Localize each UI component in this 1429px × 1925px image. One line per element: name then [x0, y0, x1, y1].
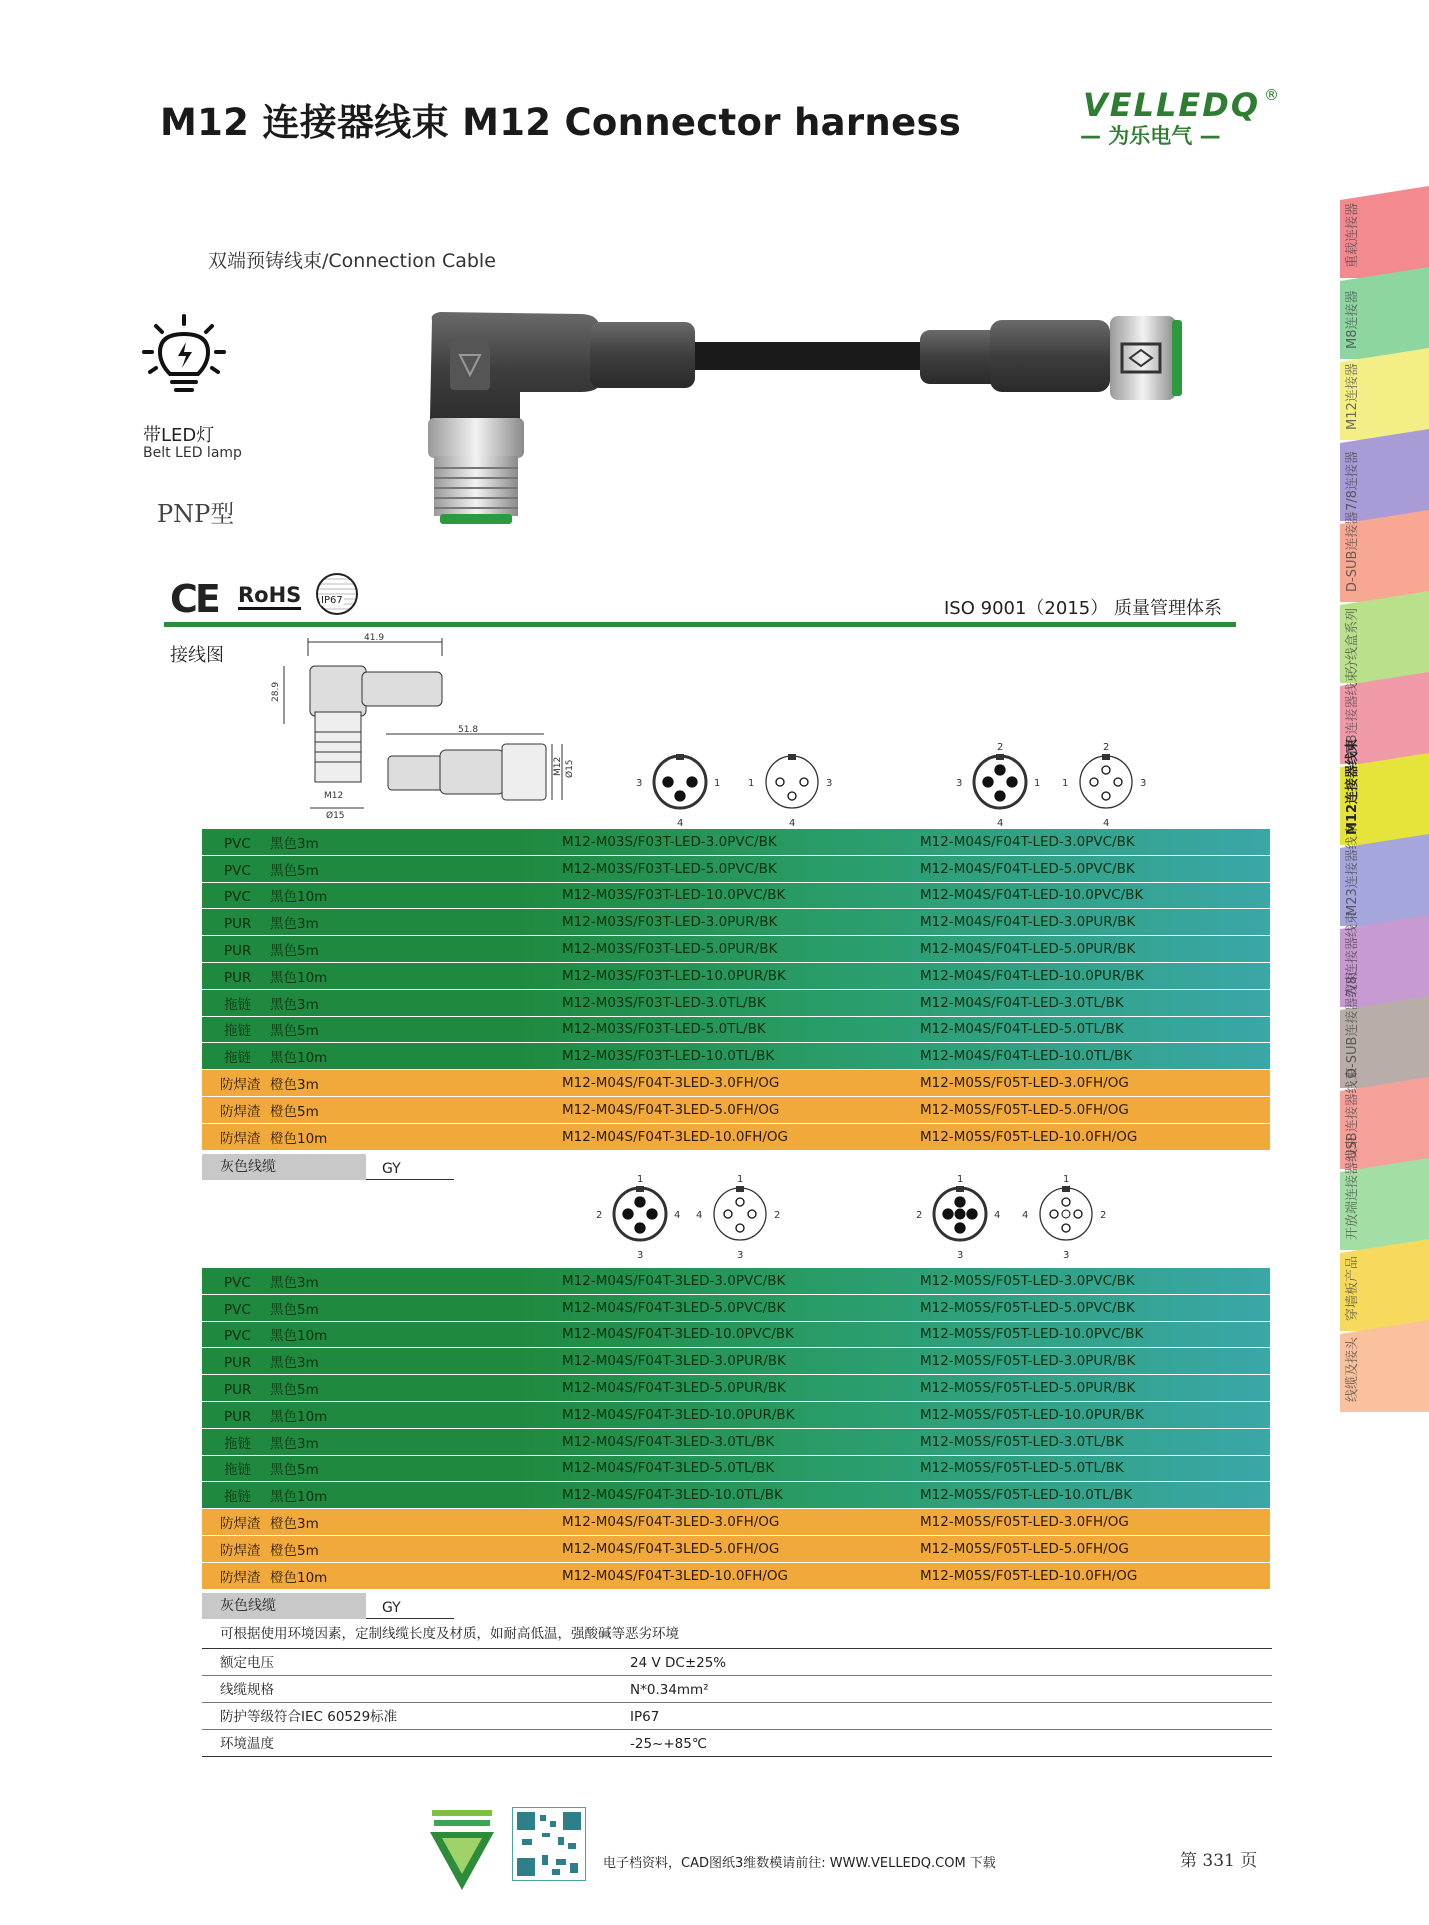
part-number-b: M12-M05S/F05T-LED-3.0FH/OG [920, 1070, 1270, 1097]
cable-material: PUR [224, 1408, 252, 1425]
part-number-a: M12-M04S/F04T-3LED-3.0FH/OG [562, 1070, 920, 1097]
part-number-b: M12-M05S/F05T-LED-5.0PUR/BK [920, 1375, 1270, 1402]
category-tab[interactable] [1340, 1135, 1429, 1248]
part-number-a: M12-M04S/F04T-3LED-5.0TL/BK [562, 1455, 920, 1482]
cable-type-cell [202, 1482, 562, 1509]
part-number-b: M12-M05S/F05T-LED-3.0FH/OG [920, 1509, 1270, 1536]
cable-color-length: 黑色3m [270, 1435, 319, 1452]
part-number-b: M12-M04S/F04T-LED-5.0PUR/BK [920, 936, 1270, 963]
cable-material: 防焊渣 [220, 1130, 261, 1147]
dim-41-9: 41.9 [364, 633, 385, 643]
category-tab-label: M12连接器线束 [1345, 738, 1360, 835]
table-row [202, 829, 1270, 855]
cable-material: PUR [224, 916, 252, 933]
qr-code-icon[interactable] [512, 1807, 586, 1881]
table-row [202, 936, 1270, 963]
cable-material: 防焊渣 [220, 1569, 261, 1586]
category-tab-label: D-SUB连接器 [1345, 511, 1360, 592]
part-number-a: M12-M03S/F03T-LED-3.0PUR/BK [562, 909, 920, 936]
part-number-b: M12-M04S/F04T-LED-10.0PUR/BK [920, 962, 1270, 989]
table-row [202, 1428, 1270, 1455]
pin-layout-diagram [590, 1172, 690, 1262]
category-tab[interactable] [1340, 267, 1429, 357]
dim-d15-left: Ø15 [326, 811, 345, 821]
cable-color-length: 橙色3m [270, 1516, 319, 1533]
cable-material: 拖链 [224, 1435, 251, 1452]
cable-material: PVC [224, 1328, 251, 1345]
led-label-cn: 带LED灯 [143, 425, 215, 446]
gray-cable-row-2 [202, 1593, 472, 1619]
cable-material: PVC [224, 862, 251, 879]
part-number-b: M12-M04S/F04T-LED-3.0PUR/BK [920, 909, 1270, 936]
pin-layout-diagram [950, 740, 1050, 830]
pin-layout-diagram [910, 1172, 1010, 1262]
cable-color-length: 黑色10m [270, 1408, 328, 1425]
cable-material: PVC [224, 835, 251, 852]
table-row [202, 1070, 1270, 1097]
cable-color-length: 黑色3m [270, 835, 319, 852]
table-row [202, 1294, 1270, 1321]
part-number-b: M12-M05S/F05T-LED-10.0PUR/BK [920, 1401, 1270, 1428]
dimension-drawing [270, 632, 590, 824]
pin-layout-diagram [690, 1172, 790, 1262]
category-tab-label: 重载连接器 [1345, 202, 1360, 268]
pin-number: 1 [1062, 778, 1069, 789]
table-row [202, 1535, 1270, 1562]
category-tab-label: M8连接器线束 [1345, 669, 1360, 754]
category-tab[interactable] [1340, 510, 1429, 600]
cable-material: 防焊渣 [220, 1542, 261, 1559]
cable-type-cell [202, 1375, 562, 1402]
table-row [202, 1562, 1270, 1589]
cable-material: PUR [224, 943, 252, 960]
cable-type-cell [202, 1401, 562, 1428]
pin-number: 4 [1022, 1210, 1029, 1221]
table-row [202, 1375, 1270, 1402]
dim-51-8: 51.8 [458, 725, 479, 735]
category-tab[interactable] [1340, 429, 1429, 519]
cable-color-length: 黑色5m [270, 1382, 319, 1399]
part-number-b: M12-M05S/F05T-LED-10.0FH/OG [920, 1123, 1270, 1150]
dim-m12-right: M12 [553, 756, 563, 776]
pin-number: 3 [636, 778, 643, 789]
category-tab[interactable] [1340, 1239, 1429, 1329]
spec-row: 线缆规格 N*0.34mm² [202, 1676, 1272, 1703]
pin-number: 2 [1103, 742, 1110, 753]
pin-number: 3 [1140, 778, 1147, 789]
pin-number: 1 [1063, 1174, 1070, 1185]
part-number-a: M12-M04S/F04T-3LED-5.0PVC/BK [562, 1294, 920, 1321]
part-number-a: M12-M04S/F04T-3LED-10.0TL/BK [562, 1482, 920, 1509]
registered-mark: ® [1264, 86, 1279, 104]
pin-number: 1 [1034, 778, 1041, 789]
cable-material: 防焊渣 [220, 1103, 261, 1120]
part-number-b: M12-M05S/F05T-LED-5.0FH/OG [920, 1096, 1270, 1123]
cable-color-length: 黑色10m [270, 969, 328, 986]
cable-type-cell [202, 909, 562, 936]
part-number-b: M12-M05S/F05T-LED-3.0TL/BK [920, 1428, 1270, 1455]
cable-type-cell [202, 989, 562, 1016]
cable-color-length: 橙色5m [270, 1542, 319, 1559]
dim-m12-left: M12 [324, 791, 344, 801]
pin-number: 3 [826, 778, 833, 789]
cable-type-cell [202, 962, 562, 989]
pin-number: 3 [637, 1250, 644, 1261]
rohs-mark: RoHS [238, 583, 301, 610]
iso-certification: ISO 9001（2015） 质量管理体系 [944, 598, 1222, 619]
part-number-b: M12-M04S/F04T-LED-5.0TL/BK [920, 1016, 1270, 1043]
pin-number: 4 [997, 818, 1004, 829]
customization-note: 可根据使用环境因素，定制线缆长度及材质，如耐高低温，强酸碱等恶劣环境 [202, 1620, 1272, 1649]
table-row [202, 1043, 1270, 1070]
table-row [202, 1321, 1270, 1348]
cable-material: PVC [224, 1274, 251, 1291]
cable-color-length: 黑色5m [270, 1023, 319, 1040]
part-number-a: M12-M03S/F03T-LED-10.0PUR/BK [562, 962, 920, 989]
pin-number: 4 [696, 1210, 703, 1221]
category-tab-label: 7/8连接器 [1345, 451, 1360, 511]
cable-material: 拖链 [224, 1489, 251, 1506]
category-tab[interactable] [1340, 348, 1429, 438]
cable-type-cell [202, 1070, 562, 1097]
pin-number: 2 [916, 1210, 923, 1221]
pnp-type-label: PNP型 [157, 500, 235, 528]
cable-type-cell [202, 882, 562, 909]
part-number-b: M12-M05S/F05T-LED-10.0PVC/BK [920, 1321, 1270, 1348]
cable-color-length: 黑色3m [270, 1274, 319, 1291]
cable-type-cell [202, 1428, 562, 1455]
cable-color-length: 黑色10m [270, 1050, 328, 1067]
category-tab-label: M12连接器 [1345, 363, 1360, 430]
pin-number: 4 [994, 1210, 1001, 1221]
cable-type-cell [202, 1321, 562, 1348]
pin-number: 1 [714, 778, 721, 789]
pin-diagrams-middle [590, 1172, 1130, 1262]
pin-number: 1 [737, 1174, 744, 1185]
cable-color-length: 橙色10m [270, 1130, 328, 1147]
table-row [202, 1401, 1270, 1428]
spec-row: 环境温度 -25~+85℃ [202, 1730, 1272, 1757]
part-number-a: M12-M04S/F04T-3LED-3.0PUR/BK [562, 1348, 920, 1375]
cable-product-image [420, 300, 1220, 550]
dim-28-9: 28.9 [271, 681, 281, 702]
gray-cable-label: 灰色线缆 [202, 1593, 366, 1619]
gray-cable-row-1 [202, 1154, 472, 1180]
led-bulb-icon [142, 312, 226, 396]
cable-type-cell [202, 855, 562, 882]
cable-type-cell [202, 1562, 562, 1589]
part-number-b: M12-M04S/F04T-LED-3.0PVC/BK [920, 829, 1270, 855]
category-tab[interactable] [1340, 591, 1429, 681]
part-number-b: M12-M04S/F04T-LED-3.0TL/BK [920, 989, 1270, 1016]
section-divider [164, 622, 1236, 627]
gray-cable-value: GY [366, 1593, 454, 1619]
cable-material: 拖链 [224, 996, 251, 1013]
cable-color-length: 黑色5m [270, 862, 319, 879]
spec-table [202, 1620, 1272, 1757]
category-tab[interactable] [1340, 186, 1429, 276]
part-number-a: M12-M04S/F04T-3LED-3.0FH/OG [562, 1509, 920, 1536]
table-row [202, 1123, 1270, 1150]
part-number-a: M12-M04S/F04T-3LED-3.0TL/BK [562, 1428, 920, 1455]
part-number-b: M12-M05S/F05T-LED-3.0PVC/BK [920, 1268, 1270, 1294]
footer-brand-mark-icon [428, 1808, 496, 1892]
cable-material: PUR [224, 969, 252, 986]
table-row [202, 1016, 1270, 1043]
category-tab-label: 开放端连接器线束 [1345, 1135, 1360, 1240]
logo-text-cn: — 为乐电气 — [1080, 124, 1221, 148]
table-row [202, 882, 1270, 909]
pin-layout-diagram [742, 740, 842, 830]
category-tab-label: D-SUB连接器线束 [1345, 971, 1360, 1078]
part-number-a: M12-M04S/F04T-3LED-5.0FH/OG [562, 1096, 920, 1123]
pin-number: 3 [956, 778, 963, 789]
part-number-a: M12-M03S/F03T-LED-3.0TL/BK [562, 989, 920, 1016]
pin-number: 1 [637, 1174, 644, 1185]
pin-number: 1 [748, 778, 755, 789]
table-row [202, 989, 1270, 1016]
part-number-b: M12-M05S/F05T-LED-10.0FH/OG [920, 1562, 1270, 1589]
pin-number: 4 [674, 1210, 681, 1221]
table-row [202, 1455, 1270, 1482]
spec-row: 防护等级符合IEC 60529标准 IP67 [202, 1703, 1272, 1730]
part-number-b: M12-M04S/F04T-LED-10.0PVC/BK [920, 882, 1270, 909]
part-number-a: M12-M03S/F03T-LED-10.0PVC/BK [562, 882, 920, 909]
cable-type-cell [202, 1043, 562, 1070]
part-number-a: M12-M04S/F04T-3LED-5.0FH/OG [562, 1535, 920, 1562]
cable-type-cell [202, 1123, 562, 1150]
gray-cable-value: GY [366, 1154, 454, 1180]
part-number-a: M12-M04S/F04T-3LED-10.0PUR/BK [562, 1401, 920, 1428]
cable-material: 拖链 [224, 1050, 251, 1067]
ce-mark: CE [170, 577, 218, 621]
download-note: 电子档资料，CAD图纸3维数模请前往: WWW.VELLEDQ.COM 下载 [603, 1856, 996, 1871]
certification-marks [170, 573, 370, 623]
page-title: M12 连接器线束 M12 Connector harness [160, 101, 962, 144]
part-number-a: M12-M03S/F03T-LED-5.0PVC/BK [562, 855, 920, 882]
cable-material: PUR [224, 1355, 252, 1372]
cable-material: PVC [224, 1301, 251, 1318]
pin-number: 2 [596, 1210, 603, 1221]
table-row [202, 1482, 1270, 1509]
part-number-a: M12-M03S/F03T-LED-3.0PVC/BK [562, 829, 920, 855]
cable-material: PVC [224, 889, 251, 906]
part-number-b: M12-M04S/F04T-LED-5.0PVC/BK [920, 855, 1270, 882]
pin-number: 4 [677, 818, 684, 829]
ip67-mark: IP67 [316, 573, 358, 615]
pin-number: 2 [774, 1210, 781, 1221]
cable-color-length: 黑色3m [270, 996, 319, 1013]
spec-row: 额定电压 24 V DC±25% [202, 1649, 1272, 1676]
page-number: 第 331 页 [1180, 1851, 1258, 1871]
cable-material: 拖链 [224, 1023, 251, 1040]
pin-number: 4 [1103, 818, 1110, 829]
category-tab-label: 分线盒系列 [1345, 607, 1360, 673]
table-row [202, 1096, 1270, 1123]
cable-type-cell [202, 1535, 562, 1562]
cable-type-cell [202, 1016, 562, 1043]
gray-cable-label: 灰色线缆 [202, 1154, 366, 1180]
category-tab-label: 穿墙板产品 [1345, 1255, 1360, 1321]
table-row [202, 1268, 1270, 1294]
category-tabs [1340, 186, 1429, 1736]
part-number-b: M12-M05S/F05T-LED-10.0TL/BK [920, 1482, 1270, 1509]
cable-type-cell [202, 936, 562, 963]
pin-layout-diagram [630, 740, 730, 830]
cable-type-cell [202, 829, 562, 855]
pin-number: 1 [957, 1174, 964, 1185]
product-table-1 [202, 829, 1270, 1151]
cable-color-length: 橙色5m [270, 1103, 319, 1120]
pin-number: 3 [737, 1250, 744, 1261]
logo-text-en: VELLEDQ [1083, 86, 1261, 124]
part-number-b: M12-M05S/F05T-LED-5.0PVC/BK [920, 1294, 1270, 1321]
pin-number: 2 [997, 742, 1004, 753]
cable-type-cell [202, 1348, 562, 1375]
cable-material: PUR [224, 1382, 252, 1399]
part-number-a: M12-M04S/F04T-3LED-10.0FH/OG [562, 1562, 920, 1589]
category-tab-label: M23连接器线束 [1345, 823, 1360, 916]
product-table-2 [202, 1268, 1270, 1590]
product-subtitle: 双端预铸线束/Connection Cable [208, 250, 496, 272]
cable-color-length: 黑色10m [270, 1489, 328, 1506]
cable-color-length: 黑色10m [270, 889, 328, 906]
cable-color-length: 黑色10m [270, 1328, 328, 1345]
part-number-a: M12-M03S/F03T-LED-10.0TL/BK [562, 1043, 920, 1070]
part-number-a: M12-M04S/F04T-3LED-3.0PVC/BK [562, 1268, 920, 1294]
part-number-a: M12-M04S/F04T-3LED-10.0PVC/BK [562, 1321, 920, 1348]
cable-color-length: 黑色5m [270, 1462, 319, 1479]
cable-type-cell [202, 1096, 562, 1123]
category-tab-label: 7/8连接器线束 [1345, 911, 1360, 997]
category-tab-label: 线缆及接头 [1345, 1336, 1360, 1402]
part-number-a: M12-M04S/F04T-3LED-10.0FH/OG [562, 1123, 920, 1150]
cable-color-length: 黑色5m [270, 1301, 319, 1318]
part-number-a: M12-M03S/F03T-LED-5.0TL/BK [562, 1016, 920, 1043]
cable-color-length: 橙色3m [270, 1077, 319, 1094]
cable-type-cell [202, 1509, 562, 1536]
cable-color-length: 黑色3m [270, 1355, 319, 1372]
pin-number: 2 [1100, 1210, 1107, 1221]
table-row [202, 1509, 1270, 1536]
part-number-b: M12-M05S/F05T-LED-5.0TL/BK [920, 1455, 1270, 1482]
cable-material: 拖链 [224, 1462, 251, 1479]
cable-color-length: 黑色5m [270, 943, 319, 960]
part-number-a: M12-M04S/F04T-3LED-5.0PUR/BK [562, 1375, 920, 1402]
category-tab-label: USB连接器线束 [1345, 1067, 1360, 1159]
part-number-b: M12-M04S/F04T-LED-10.0TL/BK [920, 1043, 1270, 1070]
table-row [202, 855, 1270, 882]
table-row [202, 962, 1270, 989]
led-label-en: Belt LED lamp [143, 445, 242, 461]
pin-layout-diagram [1016, 1172, 1116, 1262]
category-tab[interactable] [1340, 1320, 1429, 1410]
table-row [202, 909, 1270, 936]
part-number-a: M12-M03S/F03T-LED-5.0PUR/BK [562, 936, 920, 963]
pin-diagrams-top [630, 740, 1170, 829]
cable-material: 防焊渣 [220, 1077, 261, 1094]
part-number-b: M12-M05S/F05T-LED-5.0FH/OG [920, 1535, 1270, 1562]
pin-layout-diagram [1056, 740, 1156, 830]
cable-color-length: 橙色10m [270, 1569, 328, 1586]
pin-number: 3 [957, 1250, 964, 1261]
table-row [202, 1348, 1270, 1375]
cable-material: 防焊渣 [220, 1516, 261, 1533]
category-tab-label: M8连接器 [1345, 290, 1360, 349]
cable-type-cell [202, 1268, 562, 1294]
wiring-diagram-label: 接线图 [170, 645, 224, 666]
cable-color-length: 黑色3m [270, 916, 319, 933]
dim-d15-right: Ø15 [565, 759, 575, 778]
cable-type-cell [202, 1455, 562, 1482]
part-number-b: M12-M05S/F05T-LED-3.0PUR/BK [920, 1348, 1270, 1375]
pin-number: 3 [1063, 1250, 1070, 1261]
pin-number: 4 [789, 818, 796, 829]
brand-logo [1080, 86, 1280, 146]
cable-type-cell [202, 1294, 562, 1321]
